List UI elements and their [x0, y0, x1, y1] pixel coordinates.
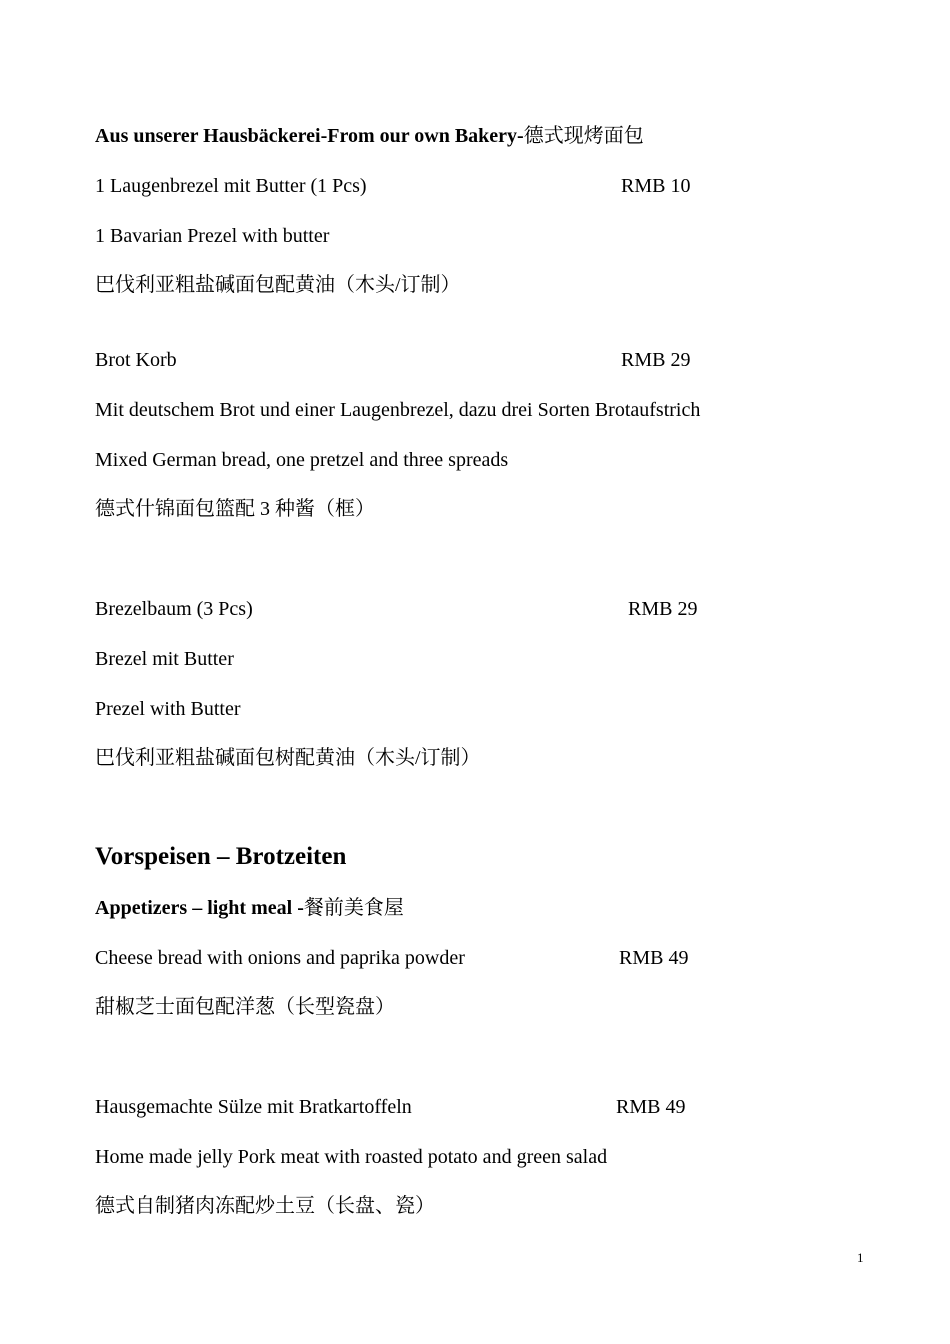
menu-item-description: 1 Bavarian Prezel with butter	[95, 225, 330, 247]
menu-item-name: Cheese bread with onions and paprika powder	[95, 947, 465, 969]
appetizers-heading: Vorspeisen – Brotzeiten	[95, 843, 347, 870]
menu-item-description: Mixed German bread, one pretzel and three spreads	[95, 449, 509, 471]
menu-item-price: RMB 10	[621, 175, 691, 197]
menu-item-description: Home made jelly Pork meat with roasted potato and green salad	[95, 1146, 608, 1168]
appetizers-subheading	[95, 896, 404, 920]
bakery-heading	[95, 124, 644, 148]
menu-item-name: Brezelbaum (3 Pcs)	[95, 598, 253, 620]
menu-item-description: Mit deutschem Brot und einer Laugenbrezel, dazu drei Sorten Brotaufstrich	[95, 399, 701, 421]
menu-item-name: Hausgemachte Sülze mit Bratkartoffeln	[95, 1096, 412, 1118]
menu-item-price: RMB 29	[621, 349, 691, 371]
menu-item-price: RMB 49	[616, 1096, 686, 1118]
appetizers-subheading-text: Appetizers – light meal -	[95, 897, 304, 919]
menu-item-name: Brot Korb	[95, 349, 177, 371]
menu-item-description-cn: 巴伐利亚粗盐碱面包配黄油（木头/订制）	[95, 274, 461, 296]
menu-item-price: RMB 29	[628, 598, 698, 620]
menu-item-price: RMB 49	[619, 947, 689, 969]
menu-item-description-cn: 德式自制猪肉冻配炒土豆（长盘、瓷）	[95, 1195, 435, 1217]
page-number: 1	[857, 1250, 864, 1265]
bakery-heading-cn: 德式现烤面包	[523, 125, 644, 147]
menu-item-description-cn: 德式什锦面包篮配 3 种酱（框）	[95, 498, 375, 520]
menu-item-description-cn: 甜椒芝士面包配洋葱（长型瓷盘）	[95, 996, 395, 1018]
menu-item-description: Prezel with Butter	[95, 698, 241, 720]
appetizers-subheading-cn: 餐前美食屋	[303, 897, 404, 919]
menu-item-description-cn: 巴伐利亚粗盐碱面包树配黄油（木头/订制）	[95, 747, 481, 769]
menu-item-description: Brezel mit Butter	[95, 648, 234, 670]
menu-item-name: 1 Laugenbrezel mit Butter (1 Pcs)	[95, 175, 367, 197]
bakery-heading-text: Aus unserer Hausbäckerei-From our own Bakery-	[95, 125, 524, 147]
